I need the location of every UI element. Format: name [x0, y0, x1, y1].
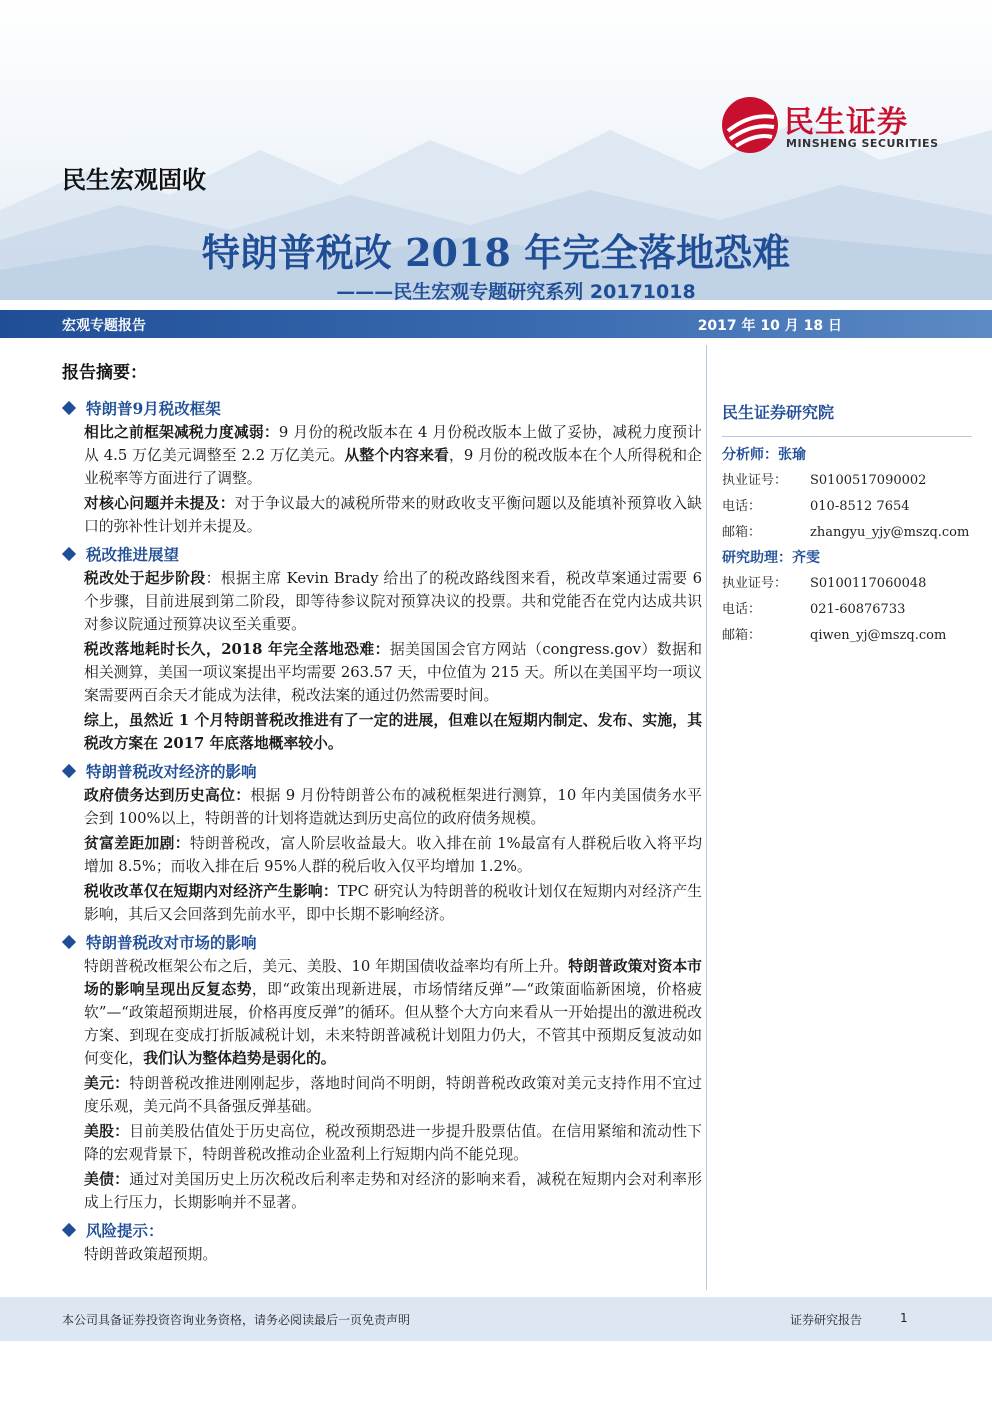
contact-value: 021-60876733 — [810, 602, 906, 617]
contact-label: 执业证号： — [722, 576, 788, 591]
analyst-phone-row — [722, 494, 972, 520]
report-type: 宏观专题报告 — [62, 318, 146, 334]
assistant-license-row — [722, 571, 972, 597]
body-text: ，9 月份的税改版本在个人所得税和企业税率等方面进行了调整。 — [84, 447, 702, 487]
summary-paragraph — [84, 784, 702, 830]
bold-text: 美元： — [84, 1075, 130, 1092]
sidebar — [722, 400, 972, 649]
bold-text: 税收改革仅在短期内对经济产生影响： — [84, 883, 338, 900]
section-heading-text: 特朗普9月税改框架 — [86, 399, 221, 418]
assistant-name: 齐雯 — [792, 550, 820, 566]
diamond-bullet-icon — [62, 1223, 76, 1237]
contact-value: S0100117060048 — [810, 576, 927, 591]
contact-value: 010-8512 7654 — [810, 499, 910, 514]
summary-paragraph — [84, 567, 702, 636]
summary-paragraph — [84, 1072, 702, 1118]
contact-label: 邮箱： — [722, 525, 762, 540]
section-heading — [62, 541, 702, 567]
summary-paragraph — [84, 832, 702, 878]
summary-paragraph — [84, 1168, 702, 1214]
bold-text: 对核心问题并未提及： — [84, 495, 235, 512]
email-link[interactable]: zhangyu_yjy@mszq.com — [810, 525, 970, 540]
summary-paragraph — [84, 709, 702, 755]
contact-label: 执业证号： — [722, 473, 788, 488]
summary-paragraph — [84, 1243, 702, 1266]
summary-paragraph — [84, 955, 702, 1070]
summary-title: 报告摘要： — [62, 363, 147, 383]
contact-label: 邮箱： — [722, 628, 762, 643]
assistant-phone-row — [722, 597, 972, 623]
body-text: 特朗普税改推进刚刚起步，落地时间尚不明朗，特朗普税改政策对美元支持作用不宜过度乐观，美元尚不具备强反弹基础。 — [84, 1075, 702, 1115]
assistant-role: 研究助理： — [722, 550, 792, 566]
contact-value: S0100517090002 — [810, 473, 927, 488]
assistant-email-row — [722, 623, 972, 649]
section-heading-text: 风险提示： — [86, 1221, 164, 1240]
section-heading — [62, 929, 702, 955]
minsheng-logo-icon — [720, 95, 780, 155]
analyst-license-row — [722, 468, 972, 494]
analyst-role: 分析师： — [722, 447, 778, 463]
bold-text: 贫富差距加剧： — [84, 835, 190, 852]
diamond-bullet-icon — [62, 401, 76, 415]
body-text: ：根据主席 Kevin Brady 给出了的税改路线图来看，税改草案通过需要 6 个步骤，目前进展到第二阶段，即等待参议院对预算决议的投票。共和党能否在党内达成共识对参议院通过预算决议至关重要。 — [84, 570, 702, 633]
bold-text: 从整个内容来看 — [344, 447, 449, 464]
company-logo — [720, 97, 950, 157]
analyst-heading — [722, 443, 972, 468]
contact-label: 电话： — [722, 499, 762, 514]
body-text: 对于争议最大的减税所带来的财政收支平衡问题以及能填补预算收入缺口的弥补性计划并未提及。 — [84, 495, 702, 535]
section-heading — [62, 395, 702, 421]
diamond-bullet-icon — [62, 764, 76, 778]
section-heading — [62, 1217, 702, 1243]
bold-text: 政府债务达到历史高位： — [84, 787, 251, 804]
body-text: 据美国国会官方网站（congress.gov）数据和相关测算，美国一项议案提出平均需要 263.57 天，中位值为 215 天。所以在美国平均一项议案需要两百余天才能成为法律，税改法案的通过仍然需要时间。 — [84, 641, 702, 704]
body-text: 特朗普税改框架公布之后，美元、美股、10 年期国债收益率均有所上升。 — [84, 958, 569, 975]
page-number: 1 — [900, 1311, 908, 1325]
column-divider — [706, 345, 707, 1290]
diamond-bullet-icon — [62, 935, 76, 949]
bold-text: 美债： — [84, 1171, 130, 1188]
body-text: ，即“政策出现新进展，市场情绪反弹”—“政策面临新困境，价格疲软”—“政策超预期进展，价格再度反弹”的循环。但从整个大方向来看从一开始提出的激进税改方案、到现在变成打折版减税计划，未来特朗普减税计划阻力仍大，不管其中预期反复波动如何变化， — [84, 981, 702, 1067]
bold-text: 相比之前框架减税力度减弱： — [84, 424, 279, 441]
logo-text-cn: 民生证券 — [784, 105, 908, 140]
footer-doc-type: 证券研究报告 — [790, 1313, 863, 1327]
body-text: 根据 9 月份特朗普公布的减税框架进行测算，10 年内美国债务水平会到 100%以上，特朗普的计划将造就达到历史高位的政府债务规模。 — [84, 787, 702, 827]
body-text: 特朗普税改，富人阶层收益最大。收入排在前 1%最富有人群税后收入将平均增加 8.5%；而收入排在后 95%人群的税后收入仅平均增加 1.2%。 — [84, 835, 702, 875]
body-text: 通过对美国历史上历次税改后利率走势和对经济的影响来看，减税在短期内会对利率形成上行压力，长期影响并不显著。 — [84, 1171, 702, 1211]
body-text: TPC 研究认为特朗普的税收计划仅在短期内对经济产生影响，其后又会回落到先前水平，即中长期不影响经济。 — [84, 883, 702, 923]
series-name: 民生宏观固收 — [62, 166, 206, 194]
body-text: 9 月份的税改版本在 4 月份税改版本上做了妥协，减税力度预计从 4.5 万亿美元调整至 2.2 万亿美元。 — [84, 424, 702, 464]
summary-paragraph — [84, 880, 702, 926]
summary-paragraph — [84, 1120, 702, 1166]
summary-paragraph — [84, 492, 702, 538]
report-title: 特朗普税改 2018 年完全落地恐难 — [201, 230, 791, 275]
summary-paragraph — [84, 421, 702, 490]
bold-text: 美股： — [84, 1123, 130, 1140]
bold-text: 综上，虽然近 1 个月特朗普税改推进有了一定的进展，但难以在短期内制定、发布、实施，其税改方案在 2017 年底落地概率较小。 — [84, 712, 702, 752]
section-heading-text: 特朗普税改对市场的影响 — [86, 933, 257, 952]
bold-text: 税改处于起步阶段 — [84, 570, 206, 587]
footer-disclaimer: 本公司具备证券投资咨询业务资格，请务必阅读最后一页免责声明 — [62, 1313, 411, 1327]
assistant-heading — [722, 546, 972, 571]
analyst-email-row — [722, 520, 972, 546]
logo-text-en: MINSHENG SECURITIES — [786, 137, 939, 150]
report-date: 2017 年 10 月 18 日 — [697, 318, 842, 334]
bold-text: 税改落地耗时长久，2018 年完全落地恐难： — [84, 641, 390, 658]
report-subtitle: ———民生宏观专题研究系列 20171018 — [336, 281, 696, 303]
report-info-band — [0, 310, 992, 338]
institute-name: 民生证券研究院 — [722, 400, 972, 437]
page-footer — [0, 1297, 992, 1341]
section-heading-text: 特朗普税改对经济的影响 — [86, 762, 257, 781]
summary-content — [62, 392, 702, 1268]
body-text: 目前美股估值处于历史高位，税改预期恐进一步提升股票估值。在信用紧缩和流动性下降的宏观背景下，特朗普税改推动企业盈利上行短期内尚不能兑现。 — [84, 1123, 702, 1163]
bold-text: 特朗普政策对资本市场的影响呈现出反复态势 — [84, 958, 702, 998]
diamond-bullet-icon — [62, 547, 76, 561]
analyst-name: 张瑜 — [778, 447, 806, 463]
section-heading-text: 税改推进展望 — [86, 545, 180, 564]
email-link[interactable]: qiwen_yj@mszq.com — [810, 628, 947, 643]
contact-label: 电话： — [722, 602, 762, 617]
section-heading — [62, 758, 702, 784]
body-text: 特朗普政策超预期。 — [84, 1246, 218, 1263]
summary-paragraph — [84, 638, 702, 707]
bold-text: 我们认为整体趋势是弱化的。 — [143, 1050, 336, 1067]
